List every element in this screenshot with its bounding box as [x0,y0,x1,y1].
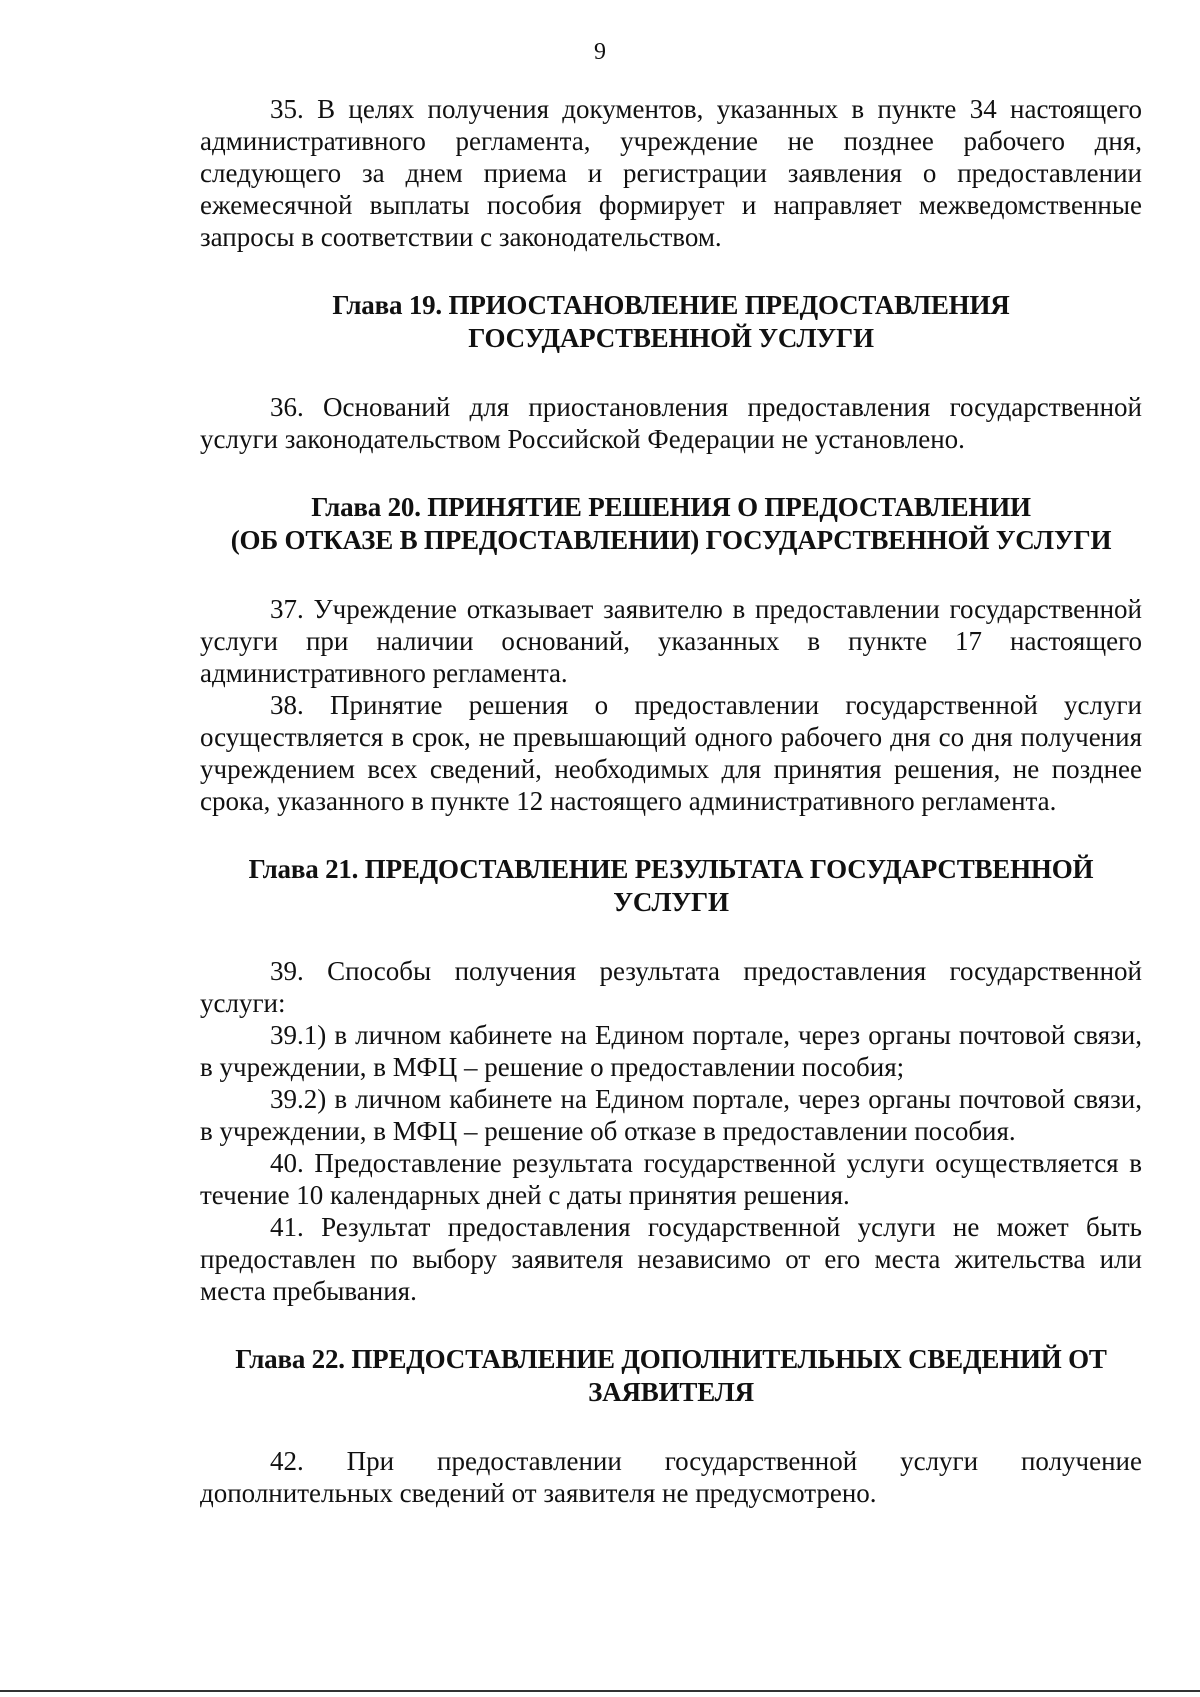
heading-line: ГОСУДАРСТВЕННОЙ УСЛУГИ [468,323,874,353]
heading-line: Глава 20. ПРИНЯТИЕ РЕШЕНИЯ О ПРЕДОСТАВЛЕНИИ [311,492,1031,522]
paragraph-36: 36. Оснований для приостановления предоставления государственной услуги законодательством Российской Федерации не установлено. [200,392,1142,454]
heading-line: (ОБ ОТКАЗЕ В ПРЕДОСТАВЛЕНИИ) ГОСУДАРСТВЕННОЙ УСЛУГИ [230,525,1112,555]
heading-line: ЗАЯВИТЕЛЯ [588,1377,754,1407]
paragraph-39-1: 39.1) в личном кабинете на Едином портале, через органы почтовой связи, в учреждении, в МФЦ – решение о предоставлении пособия; [200,1020,1142,1082]
paragraph-35: 35. В целях получения документов, указанных в пункте 34 настоящего административного регламента, учреждение не позднее рабочего дня, следующего за днем приема и регистрации заявления о предоставлении ежемесячной выплаты пособия формирует и направляет межведомственные запросы в соответствии с законодательством. [200,94,1142,252]
paragraph-41: 41. Результат предоставления государственной услуги не может быть предоставлен по выбору заявителя независимо от его места жительства или места пребывания. [200,1212,1142,1306]
paragraph-37: 37. Учреждение отказывает заявителю в предоставлении государственной услуги при наличии оснований, указанных в пункте 17 настоящего административного регламента. [200,594,1142,688]
heading-line: Глава 19. ПРИОСТАНОВЛЕНИЕ ПРЕДОСТАВЛЕНИЯ [332,290,1010,320]
heading-line: Глава 22. ПРЕДОСТАВЛЕНИЕ ДОПОЛНИТЕЛЬНЫХ СВЕДЕНИЙ ОТ [235,1344,1107,1374]
paragraph-39-2: 39.2) в личном кабинете на Едином портале, через органы почтовой связи, в учреждении, в МФЦ – решение об отказе в предоставлении пособия. [200,1084,1142,1146]
chapter-19-heading [200,289,1142,355]
scan-edge-line [0,1690,1200,1692]
chapter-20-heading [200,491,1142,557]
paragraph-42: 42. При предоставлении государственной услуги получение дополнительных сведений от заявителя не предусмотрено. [200,1446,1142,1508]
document-body [200,93,1142,1509]
paragraph-38: 38. Принятие решения о предоставлении государственной услуги осуществляется в срок, не превышающий одного рабочего дня со дня получения учреждением всех сведений, необходимых для принятия решения, не позднее срока, указанного в пункте 12 настоящего административного регламента. [200,690,1142,816]
heading-line: Глава 21. ПРЕДОСТАВЛЕНИЕ РЕЗУЛЬТАТА ГОСУДАРСТВЕННОЙ [248,854,1094,884]
page-number: 9 [594,39,606,65]
paragraph-40: 40. Предоставление результата государственной услуги осуществляется в течение 10 календарных дней с даты принятия решения. [200,1148,1142,1210]
heading-line: УСЛУГИ [613,887,729,917]
chapter-21-heading [200,853,1142,919]
paragraph-39: 39. Способы получения результата предоставления государственной услуги: [200,956,1142,1018]
chapter-22-heading [200,1343,1142,1409]
